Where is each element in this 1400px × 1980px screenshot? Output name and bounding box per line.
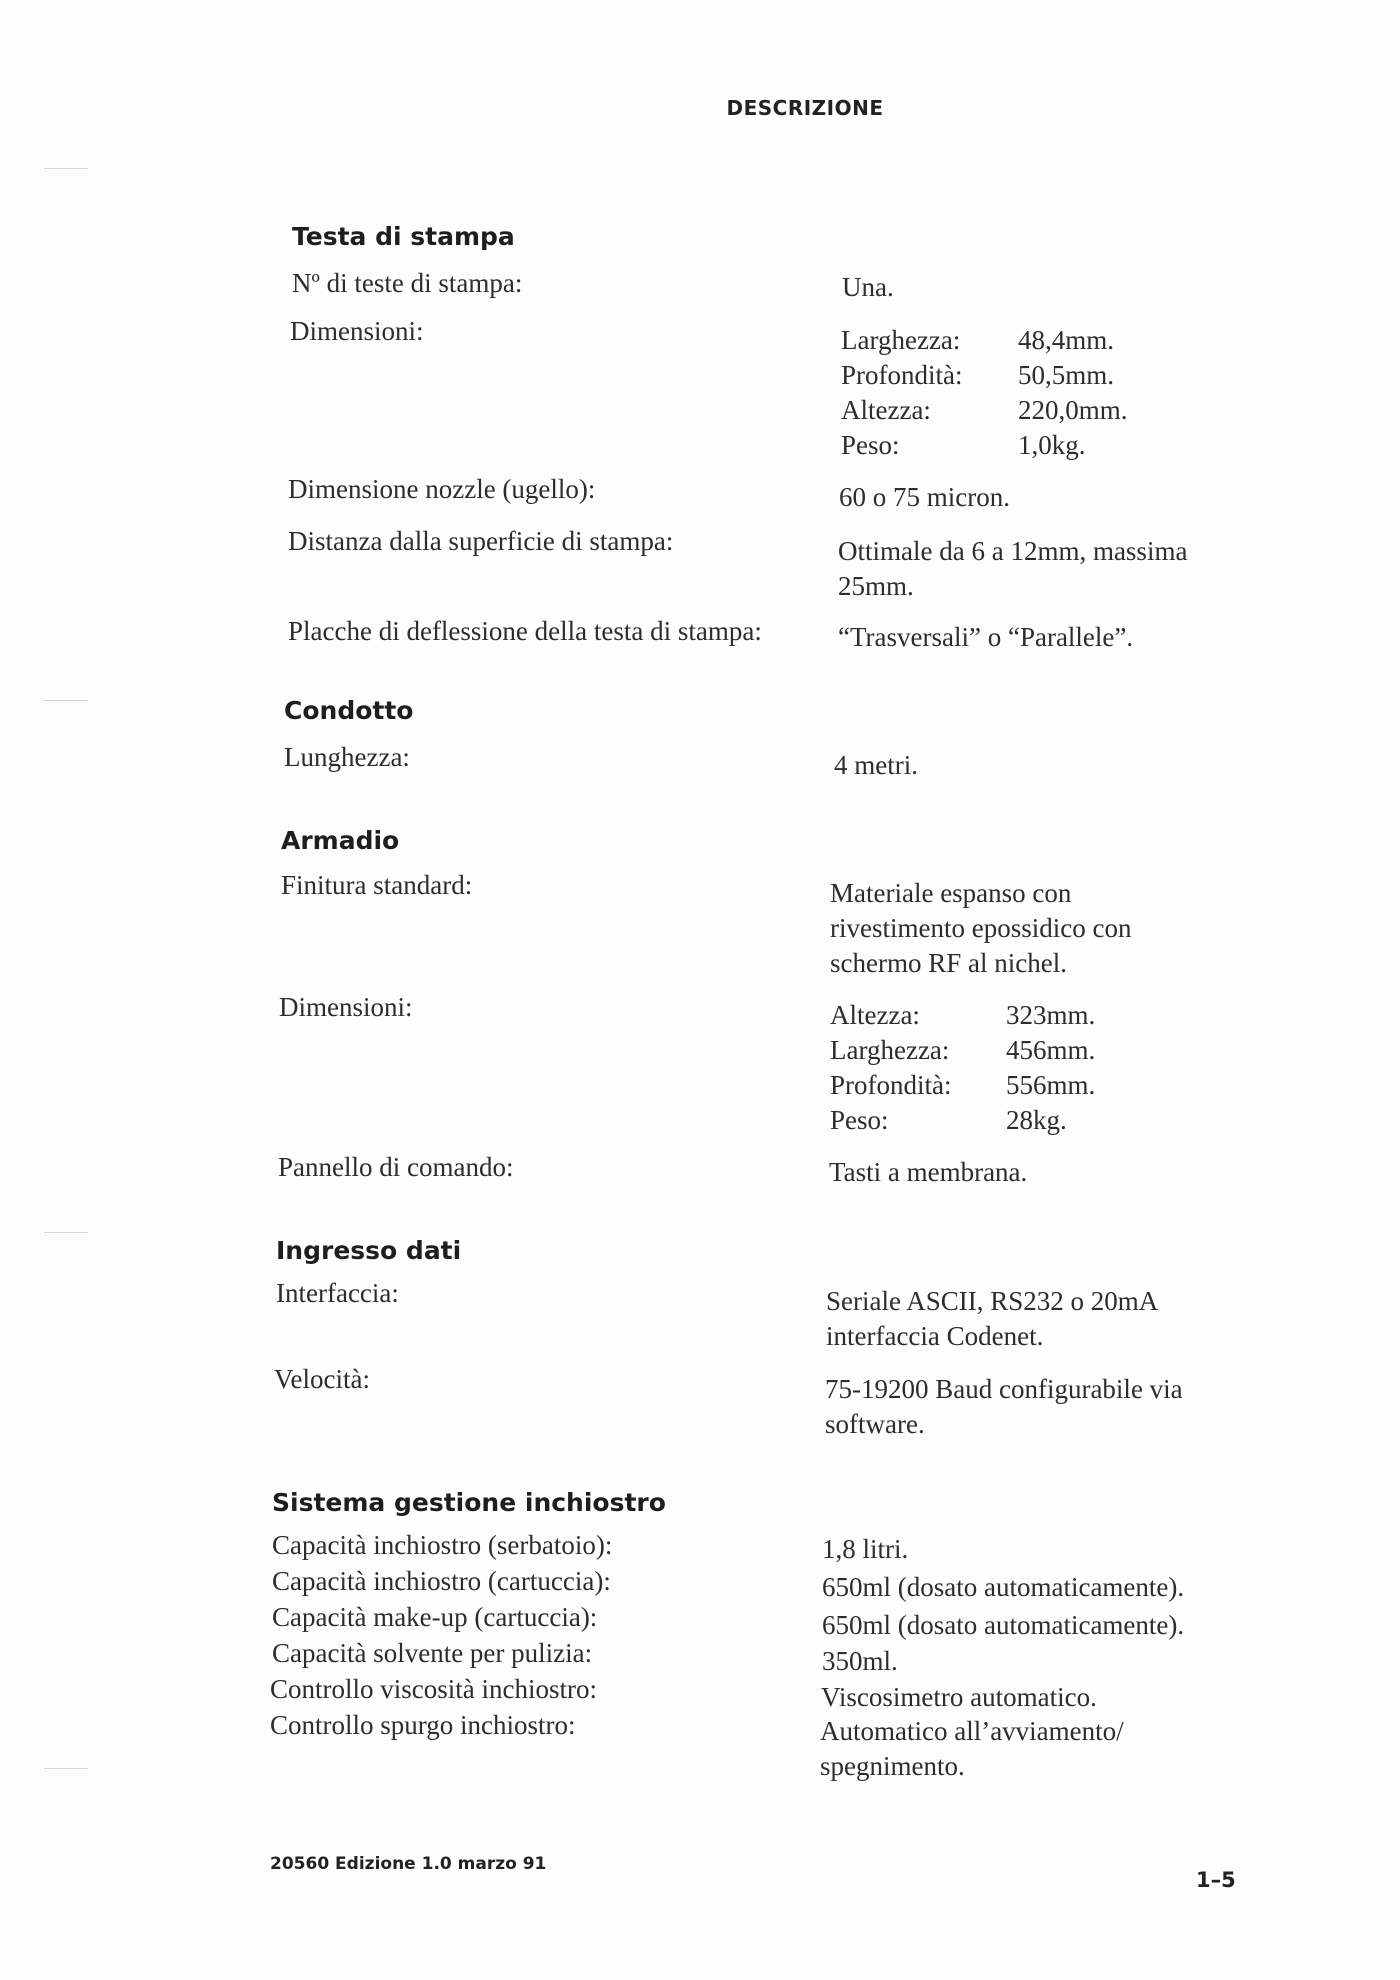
margin-mark <box>44 700 88 701</box>
value-nozzle: 60 o 75 micron. <box>839 482 1010 512</box>
dim-key-altezza: Altezza: <box>841 395 931 425</box>
value-interfaccia: Seriale ASCII, RS232 o 20mA interfaccia Codenet. <box>826 1286 1157 1351</box>
value-pannello: Tasti a membrana. <box>829 1157 1028 1187</box>
dim-key-profondita-armadio: Profondità: <box>830 1070 952 1100</box>
value-cap-solvente: 350ml. <box>822 1646 898 1676</box>
value-placche: “Trasversali” o “Parallele”. <box>838 622 1134 652</box>
value-spurgo: Automatico all’avviamento/ spegnimento. <box>820 1716 1124 1781</box>
value-velocita: 75-19200 Baud configurabile via software. <box>825 1374 1183 1439</box>
margin-mark <box>44 1232 88 1233</box>
value-cap-cartuccia: 650ml (dosato automaticamente). <box>822 1572 1185 1602</box>
page-header: DESCRIZIONE <box>726 96 884 120</box>
value-lunghezza: 4 metri. <box>834 750 918 780</box>
value-distanza: Ottimale da 6 a 12mm, massima 25mm. <box>838 536 1188 601</box>
dim-key-profondita: Profondità: <box>841 360 963 390</box>
label-pannello: Pannello di comando: <box>278 1152 514 1182</box>
label-spurgo: Controllo spurgo inchiostro: <box>270 1710 576 1740</box>
label-cap-makeup: Capacità make-up (cartuccia): <box>272 1602 598 1632</box>
label-velocita: Velocità: <box>274 1364 370 1394</box>
value-finitura: Materiale espanso con rivestimento epossidico con schermo RF al nichel. <box>830 878 1132 978</box>
section-title-ingresso: Ingresso dati <box>276 1236 462 1265</box>
dim-value-peso-armadio: 28kg. <box>1006 1105 1067 1135</box>
section-title-condotto: Condotto <box>284 696 414 725</box>
value-cap-serbatoio: 1,8 litri. <box>822 1534 909 1564</box>
label-nozzle: Dimensione nozzle (ugello): <box>288 474 596 504</box>
value-cap-makeup: 650ml (dosato automaticamente). <box>822 1610 1185 1640</box>
dim-key-peso: Peso: <box>841 430 900 460</box>
label-dimensioni-testa: Dimensioni: <box>290 316 424 346</box>
dim-value-altezza: 220,0mm. <box>1018 395 1128 425</box>
section-title-sistema: Sistema gestione inchiostro <box>272 1488 666 1517</box>
label-finitura: Finitura standard: <box>281 870 473 900</box>
footer-page-number: 1–5 <box>1196 1868 1236 1892</box>
dim-key-larghezza-armadio: Larghezza: <box>830 1035 950 1065</box>
section-title-testa: Testa di stampa <box>292 222 515 251</box>
label-cap-solvente: Capacità solvente per pulizia: <box>272 1638 593 1668</box>
label-cap-cartuccia: Capacità inchiostro (cartuccia): <box>272 1566 611 1596</box>
label-viscosita: Controllo viscosità inchiostro: <box>270 1674 597 1704</box>
label-placche: Placche di deflessione della testa di stampa: <box>288 616 762 646</box>
dim-value-profondita-armadio: 556mm. <box>1006 1070 1096 1100</box>
margin-mark <box>44 1768 88 1769</box>
margin-mark <box>44 168 88 169</box>
label-num-teste: Nº di teste di stampa: <box>292 268 523 298</box>
dim-value-peso: 1,0kg. <box>1018 430 1086 460</box>
section-title-armadio: Armadio <box>281 826 400 855</box>
label-distanza: Distanza dalla superficie di stampa: <box>288 526 674 556</box>
label-lunghezza: Lunghezza: <box>284 742 410 772</box>
dim-value-larghezza-armadio: 456mm. <box>1006 1035 1096 1065</box>
dim-key-larghezza: Larghezza: <box>841 325 961 355</box>
dim-value-profondita: 50,5mm. <box>1018 360 1115 390</box>
dim-key-altezza-armadio: Altezza: <box>830 1000 920 1030</box>
value-viscosita: Viscosimetro automatico. <box>821 1682 1097 1712</box>
label-cap-serbatoio: Capacità inchiostro (serbatoio): <box>272 1530 613 1560</box>
dim-key-peso-armadio: Peso: <box>830 1105 889 1135</box>
label-dimensioni-armadio: Dimensioni: <box>279 992 413 1022</box>
dim-value-altezza-armadio: 323mm. <box>1006 1000 1096 1030</box>
label-interfaccia: Interfaccia: <box>276 1278 399 1308</box>
footer-edition: 20560 Edizione 1.0 marzo 91 <box>270 1854 547 1874</box>
dim-value-larghezza: 48,4mm. <box>1018 325 1115 355</box>
value-num-teste: Una. <box>842 272 894 302</box>
